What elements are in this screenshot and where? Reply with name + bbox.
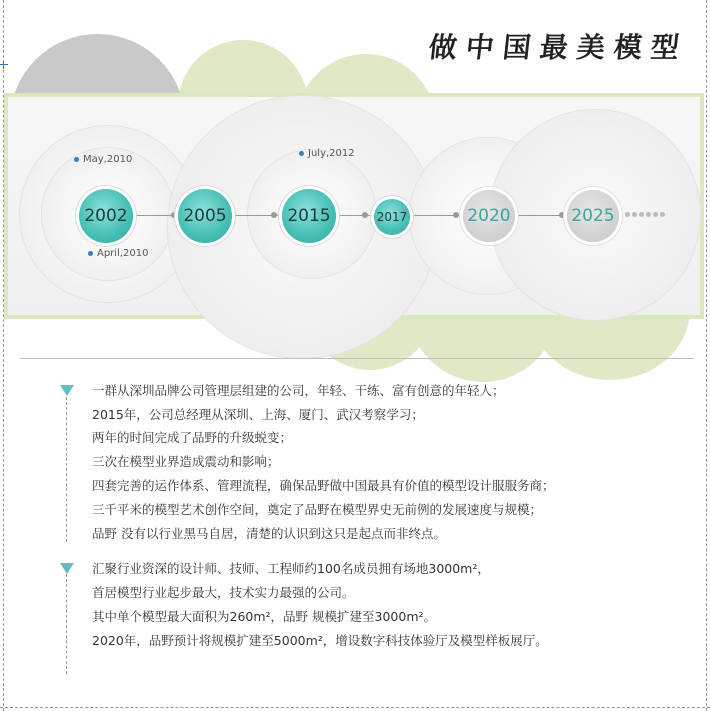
- page-title: 做中国最美模型: [427, 31, 690, 64]
- year-node-2017: 2017: [374, 199, 410, 235]
- timeline-annotation: [74, 154, 132, 165]
- year-node-2015: 2015: [282, 189, 336, 243]
- year-node-2020: 2020: [463, 190, 515, 242]
- timeline-continuation-dots: [625, 212, 667, 218]
- text-line: 两年的时间完成了品野的升级蜕变；: [92, 430, 293, 445]
- text-line: 三千平米的模型艺术创作空间，奠定了品野在模型界史无前例的发展速度与规模；: [92, 502, 543, 517]
- year-node-2002: 2002: [79, 189, 133, 243]
- crosshair-icon: [0, 61, 8, 69]
- annotation-text: July,2012: [308, 148, 355, 159]
- text-line: 一群从深圳品牌公司管理层组建的公司，年轻、干练、富有创意的年轻人；: [92, 383, 505, 398]
- dot-icon: [88, 251, 93, 256]
- section-dashed-line: [66, 397, 67, 542]
- year-node-2005: 2005: [178, 189, 232, 243]
- dot-icon: [74, 157, 79, 162]
- text-line: 首居模型行业起步最大，技术实力最强的公司。: [92, 585, 355, 600]
- guide-line-bottom: [0, 707, 710, 708]
- timeline-annotation: [299, 148, 355, 159]
- text-line: 2020年，品野预计将规模扩建至5000m²，增设数字科技体验厅及模型样板展厅。: [92, 633, 548, 648]
- annotation-text: April,2010: [97, 248, 149, 259]
- timeline-dot: [362, 212, 368, 218]
- text-line: 品野 没有以行业黑马自居，清楚的认识到这只是起点而非终点。: [92, 526, 446, 541]
- timeline-dot: [453, 212, 459, 218]
- timeline-dot: [559, 212, 565, 218]
- text-line: 2015年，公司总经理从深圳、上海、厦门、武汉考察学习；: [92, 407, 424, 422]
- annotation-text: May,2010: [83, 154, 133, 165]
- text-line: 四套完善的运作体系、管理流程，确保品野做中国最具有价值的模型设计服服务商；: [92, 478, 555, 493]
- guide-line-right: [706, 0, 707, 711]
- section-dashed-line: [66, 574, 67, 674]
- year-node-2025: 2025: [567, 190, 619, 242]
- text-line: 汇聚行业资深的设计师、技师、工程师约100名成员拥有场地3000m²，: [92, 561, 490, 576]
- section-divider: [20, 358, 694, 359]
- text-line: 三次在模型业界造成震动和影响；: [92, 454, 280, 469]
- triangle-bullet-icon: [60, 563, 74, 574]
- timeline-dot: [171, 212, 177, 218]
- text-line: 其中单个模型最大面积为260m²，品野 规模扩建至3000m²。: [92, 609, 437, 624]
- dot-icon: [299, 151, 304, 156]
- triangle-bullet-icon: [60, 385, 74, 396]
- timeline-dot: [271, 212, 277, 218]
- timeline-annotation: [88, 248, 148, 259]
